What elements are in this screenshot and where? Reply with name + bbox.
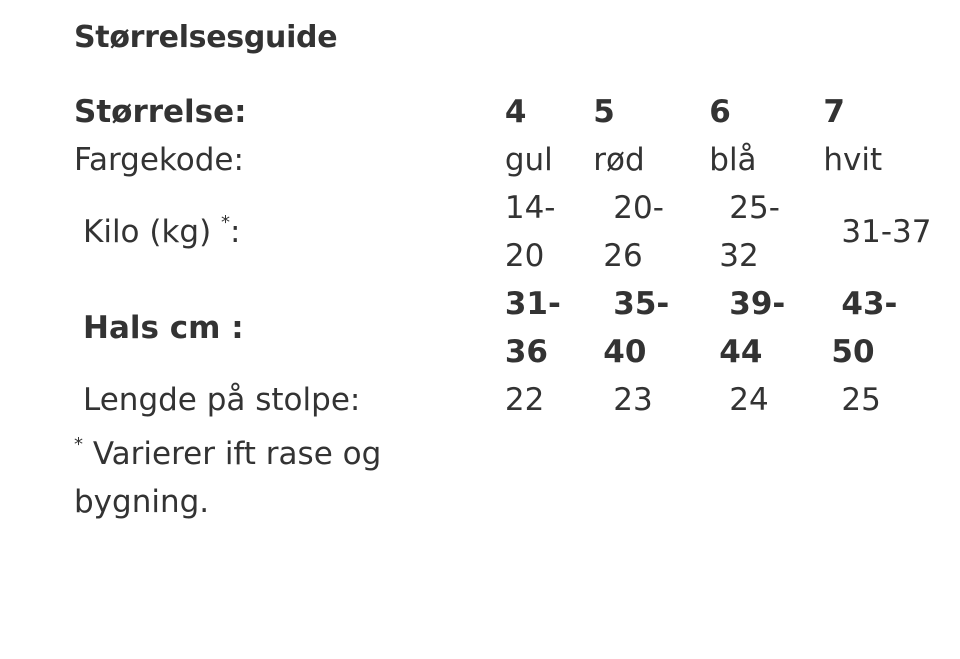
weight-value-4: 31-37	[841, 214, 932, 250]
size-value-1: 4	[504, 94, 527, 130]
table-row-neck	[74, 280, 960, 376]
size-value-4: 7	[823, 94, 845, 130]
neck-value-2-bottom: 40	[603, 334, 647, 370]
size-value-2: 5	[593, 94, 615, 130]
weight-value-2	[593, 184, 709, 280]
weight-value-1	[505, 184, 593, 280]
neck-value-4	[823, 280, 960, 376]
neck-value-2	[593, 280, 709, 376]
table-row-size	[74, 88, 960, 136]
neck-label: Hals cm :	[83, 310, 244, 346]
color-code-value-3: blå	[709, 142, 757, 178]
length-value-4: 25	[841, 382, 881, 418]
size-value-3: 6	[709, 94, 731, 130]
color-code-value-4: hvit	[823, 142, 883, 178]
neck-value-1	[505, 280, 593, 376]
weight-value-2-top: 20-	[613, 190, 664, 226]
weight-label	[74, 184, 505, 280]
size-guide-table	[74, 88, 960, 424]
color-code-value-2: rød	[593, 142, 645, 178]
neck-value-3	[709, 280, 823, 376]
weight-value-1-bottom: 20	[504, 238, 545, 274]
length-value-1: 22	[504, 382, 545, 418]
neck-value-4-bottom: 50	[831, 334, 875, 370]
footnote-text: Varierer ift rase og bygning.	[74, 436, 382, 520]
neck-value-1-top: 31-	[504, 286, 561, 322]
weight-value-3-bottom: 32	[719, 238, 759, 274]
neck-value-2-top: 35-	[613, 286, 670, 322]
neck-value-1-bottom: 36	[504, 334, 548, 370]
weight-value-3	[709, 184, 823, 280]
length-value-2: 23	[613, 382, 653, 418]
color-code-value-1: gul	[504, 142, 553, 178]
neck-value-3-bottom: 44	[719, 334, 763, 370]
weight-value-1-top: 14-	[504, 190, 556, 226]
size-label: Størrelse:	[74, 94, 247, 130]
weight-label-text: Kilo (kg)	[83, 214, 222, 250]
neck-value-4-top: 43-	[841, 286, 898, 322]
weight-label-suffix: :	[230, 214, 241, 250]
footnote	[74, 430, 434, 526]
table-row-length	[74, 376, 960, 424]
weight-value-3-top: 25-	[729, 190, 780, 226]
table-row-color-code	[74, 136, 960, 184]
length-label: Lengde på stolpe:	[83, 382, 361, 418]
weight-value-2-bottom: 26	[603, 238, 643, 274]
weight-footnote-star: *	[221, 212, 231, 233]
footnote-star: *	[74, 434, 83, 455]
color-code-label: Fargekode:	[74, 142, 244, 178]
table-row-weight	[74, 184, 960, 280]
page-title: Størrelsesguide	[74, 20, 338, 55]
length-value-3: 24	[729, 382, 769, 418]
neck-value-3-top: 39-	[729, 286, 786, 322]
